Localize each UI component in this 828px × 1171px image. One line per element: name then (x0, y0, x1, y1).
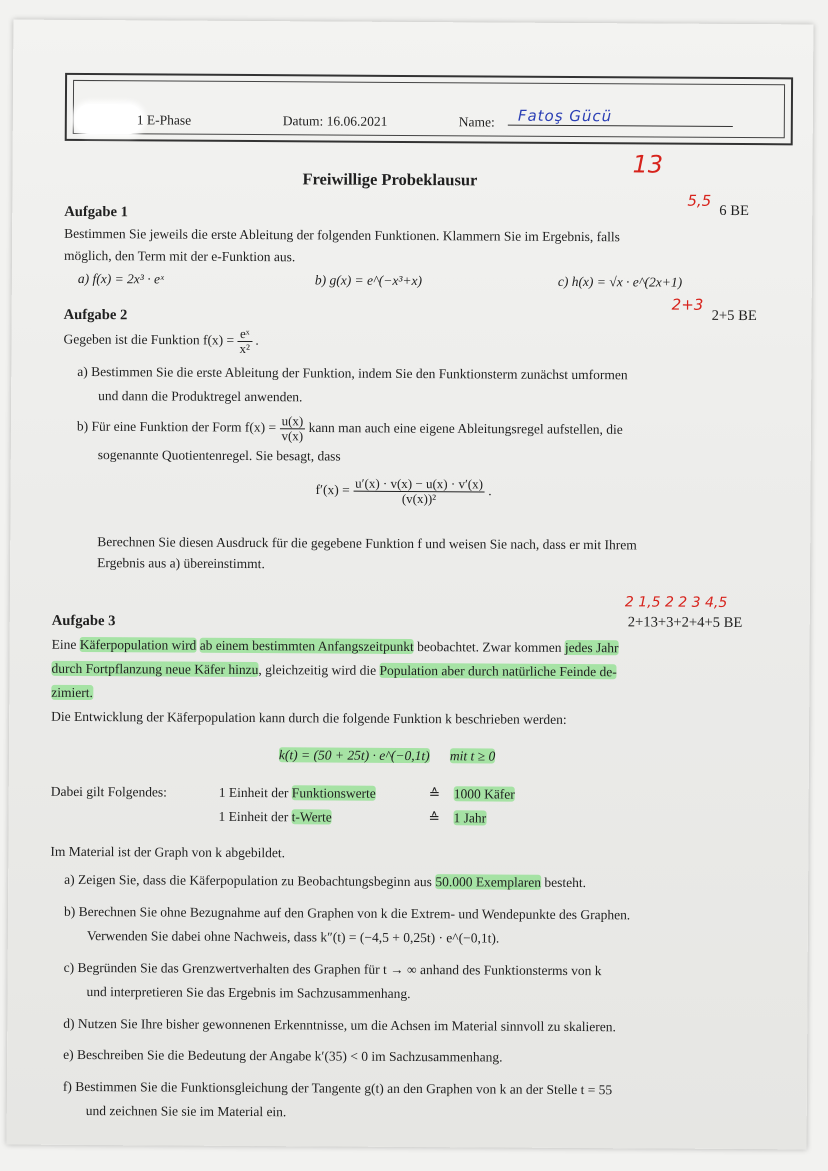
task2-points: 2+5 BE (711, 307, 757, 325)
task3-intro-line3 (51, 683, 93, 702)
task2-given: Gegeben ist die Funktion f(x) = $\frac{\text{eˣ}}{\text{x²}}$ . (63, 325, 259, 357)
task3-f-line1: f) Bestimmen Sie die Funktionsgleichung der Tangente g(t) an den Graphen von k an der Stelle t = 55 (62, 1078, 613, 1098)
task2-b-fraction (279, 414, 305, 443)
name-label: Name: (458, 114, 495, 130)
task1-text-line1: Bestimmen Sie jeweils die erste Ableitung der folgenden Funktionen. Klammern Sie im Ergebnis, falls (64, 225, 620, 245)
task3-f-line2: und zeichnen Sie sie im Material ein. (85, 1103, 287, 1120)
rule2 (219, 807, 332, 827)
class-label: 1 E-Phase (136, 112, 192, 128)
task1-heading: Aufgabe 1 (64, 203, 128, 221)
exam-title: Freiwillige Probeklausur (302, 169, 478, 190)
highlight: 1000 Käfer (453, 786, 515, 802)
intro-text: beobachtet. Zwar kommen (413, 639, 565, 655)
task2-given-fraction (237, 327, 252, 356)
formula-fraction (353, 477, 485, 507)
task1-b: b) g(x) = e^(−x³+x) (314, 272, 423, 289)
task1-a: a) f(x) = 2x³ · eˣ (77, 270, 164, 287)
question-text: a) Zeigen Sie, dass die Käferpopulation zu Beobachtungsbeginn aus (64, 871, 436, 890)
highlight: 50.000 Exemplaren (435, 874, 542, 890)
fraction-numerator: eˣ (238, 327, 252, 342)
task3-points-awarded: 2 1,5 2 2 3 4,5 (624, 594, 728, 611)
rules-label: Dabei gilt Folgendes: (50, 783, 168, 800)
task3-intro-line2 (51, 659, 616, 681)
highlight: durch Fortpflanzung neue Käfer hinzu (51, 660, 259, 678)
task3-c-line2: und interpretieren Sie das Ergebnis im Sachzusammenhang. (86, 984, 411, 1002)
student-name: Fatoş Gücü (517, 106, 613, 126)
task2-a-line2: und dann die Produktregel anwenden. (98, 388, 303, 405)
task2-b-line1 (77, 413, 623, 445)
task2-b-text-post: kann man auch eine eigene Ableitungsregel aufstellen, die (308, 419, 623, 437)
formula-lhs: f′(x) = (315, 482, 350, 498)
task3-d: d) Nutzen Sie Ihre bisher gewonnenen Erkenntnisse, um die Achsen im Material sinnvoll zu skalieren. (63, 1015, 616, 1035)
task2-given-text: Gegeben ist die Funktion f(x) = (63, 331, 235, 348)
task2-b-line2: sogenannte Quotientenregel. Sie besagt, dass (97, 447, 341, 464)
task3-a (64, 870, 586, 892)
task3-intro-line1 (52, 635, 619, 657)
task3-c-line1: c) Begründen Sie das Grenzwertverhalten des Graphen für t → ∞ anhand des Funktionsterms von k (63, 959, 602, 979)
task3-e: e) Beschreiben Sie die Bedeutung der Angabe k′(35) < 0 im Sachzusammenhang. (63, 1046, 503, 1065)
task2-a-line1: a) Bestimmen Sie die erste Ableitung der Funktion, indem Sie den Funktionsterm zunächst umformen (77, 363, 628, 383)
date-label: Datum: 16.06.2021 (282, 113, 388, 129)
redacted-area (75, 104, 143, 134)
task2-b-text: b) Für eine Funktion der Form f(x) = (76, 418, 277, 435)
task2-heading: Aufgabe 2 (63, 306, 128, 324)
question-text: besteht. (541, 874, 587, 891)
task1-points-awarded: 5,5 (687, 191, 712, 210)
highlight: Funktionswerte (291, 785, 376, 801)
grade-total: 13 (632, 150, 664, 179)
task3-development: Die Entwicklung der Käferpopulation kann durch die folgende Funktion k beschrieben werden: (51, 708, 567, 727)
intro-text: , gleichzeitig wird die (258, 662, 380, 678)
highlight: ab einem bestimmten Anfangszeitpunkt (199, 637, 414, 655)
task3-material: Im Material ist der Graph von k abgebildet. (50, 843, 286, 861)
exam-sheet (7, 20, 814, 1150)
rule1-value (454, 784, 515, 803)
task3-b-line1: b) Berechnen Sie ohne Bezugnahme auf den Graphen von k die Extrem- und Wendepunkte des Graphen. (63, 903, 631, 923)
intro-text: Eine (51, 636, 80, 652)
task2-c-line2: Ergebnis aus a) übereinstimmt. (97, 555, 265, 572)
highlight: t-Werte (291, 809, 332, 825)
fraction-numerator: u(x) (280, 414, 306, 429)
task3-heading: Aufgabe 3 (51, 612, 116, 630)
population-function (279, 745, 495, 765)
rule1-equiv: ≙ (428, 786, 441, 802)
task1-text-line2: möglich, den Term mit der e-Funktion aus. (63, 247, 296, 265)
highlight: Population aber durch natürliche Feinde de- (379, 662, 617, 680)
highlight: 1 Jahr (453, 810, 487, 826)
highlight: jedes Jahr (564, 639, 619, 656)
function-highlight: k(t) = (50 + 25t) · e^(−0,1t) (278, 747, 430, 764)
highlight: Käferpopulation wird (79, 636, 197, 653)
quotient-rule-formula: f′(x) = $\frac{u'(x) \cdot v(x) - u(x) \cdot v'(x)}{\text{(v(x))²}}$ . (315, 475, 492, 507)
rule-text: 1 Einheit der (218, 784, 292, 801)
rule1 (219, 783, 376, 803)
rule2-value (454, 808, 487, 827)
fraction-numerator: u′(x) · v(x) − u(x) · v′(x) (353, 477, 485, 493)
highlight: zimiert. (51, 684, 93, 701)
fraction-denominator: x² (239, 340, 250, 357)
rule-text: 1 Einheit der (218, 808, 292, 825)
task2-c-line1: Berechnen Sie diesen Ausdruck für die gegebene Funktion f und weisen Sie nach, dass er mit Ihrem (97, 534, 637, 553)
function-condition: mit t ≥ 0 (449, 748, 496, 764)
fraction-denominator: v(x) (281, 428, 304, 444)
rule2-equiv: ≙ (428, 810, 440, 826)
fraction-denominator: (v(x))² (401, 490, 437, 507)
task1-c: c) h(x) = √x · e^(2x+1) (557, 273, 683, 290)
task3-points: 2+13+3+2+4+5 BE (627, 614, 743, 632)
task1-points: 6 BE (719, 202, 749, 220)
task3-b-line2: Verwenden Sie dabei ohne Nachweis, dass k″(t) = (−4,5 + 0,25t) · e^(−0,1t). (86, 928, 500, 946)
task2-points-awarded: 2+3 (671, 295, 704, 314)
